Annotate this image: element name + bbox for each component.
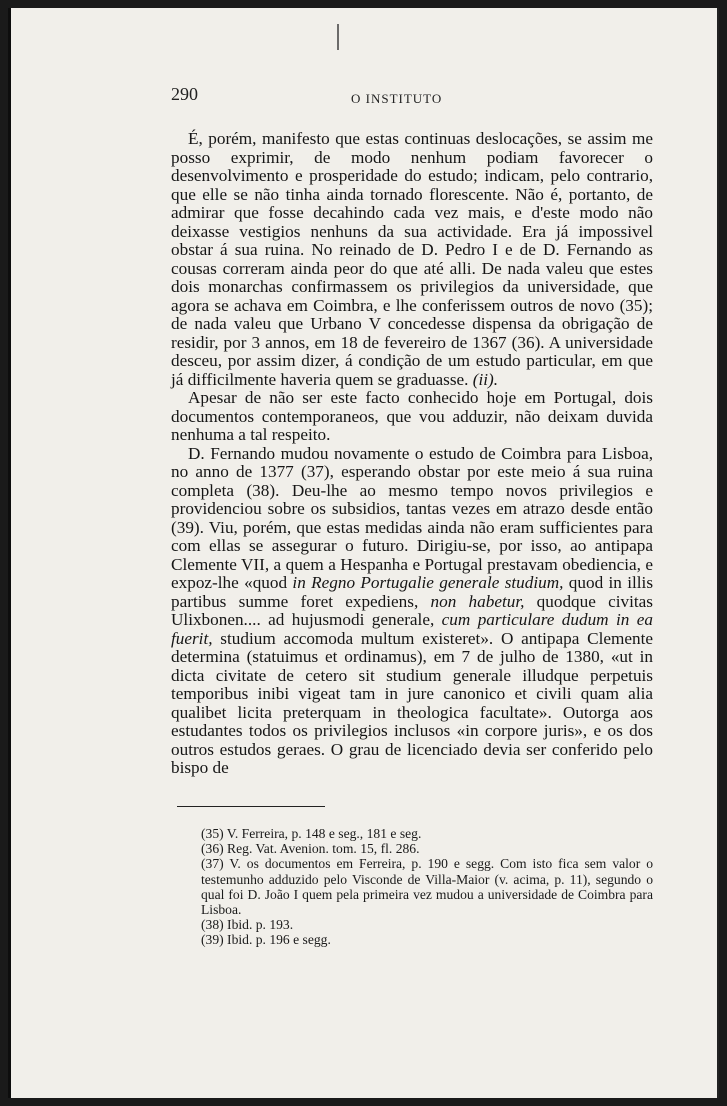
book-page (8, 8, 719, 1098)
body-text (171, 130, 653, 778)
text-run: quod in illis partibus summe foret expediens, (171, 573, 654, 611)
footnote-35: (35) V. Ferreira, p. 148 e seg., 181 e seg. (201, 826, 422, 841)
text-run: studium accomoda multum existeret». O antipapa Clemente determina (statuimus et ordinamus), em 7 de julho de 1380, «ut in dicta civitate de cetero sit studium generale illudque perpetuis temporibus inibi vigeat tam in jure canonico et civili quam alia qualibet licita preterquam in theologica facultate». Outorga aos estudantes todos os privilegios inclusos «in corpore juris», e os dos outros estudos geraes. O grau de licenciado devia ser conferido pelo bispo de (171, 628, 653, 777)
page-header (171, 84, 651, 112)
text-run: É, porém, manifesto que estas continuas deslocações, se assim me posso exprimir, de modo nenhum podiam favorecer o desenvolvimento e prosperidade do estudo; indicam, pelo contrario, que elle se não tinha ainda tornado florescente. Não é, portanto, de admirar que fosse decahindo cada vez mais, e d'este modo não deixasse vestigios nenhuns da sua actividade. Era já impossivel obstar á sua ruina. No reinado de D. Pedro I e de D. Fernando as cousas correram ainda peor do que até alli. De nada valeu que estes dois monarchas confirmassem os privilegios da universidade, que agora se achava em Coimbra, e lhe conferissem outros de novo (35); de nada valeu que Urbano V concedesse dispensa da obrigação de residir, por 3 annos, em 18 de fevereiro de 1367 (36). A universidade desceu, por assim dizer, á condição de um estudo particular, em que já difficilmente haveria quem se graduasse. (171, 129, 653, 389)
footnote-36: (36) Reg. Vat. Avenion. tom. 15, fl. 286. (201, 841, 420, 857)
paragraph (171, 130, 653, 389)
page-number: 290 (171, 84, 198, 104)
paragraph (171, 445, 653, 778)
italic-run: cum particulare dudum in ea fuerit, (171, 610, 653, 648)
footnote-38: (38) Ibid. p. 193. (201, 917, 294, 933)
footnote-37: (37) V. os documentos em Ferreira, p. 190 e segg. Com isto fica sem valor o testemunho adduzido pelo Visconde de Villa-Maior (v. acima, p. 11), segundo o qual foi D. João I quem pela primeira vez mudou a universidade de Coimbra para Lisboa. (201, 856, 653, 918)
running-title: O INSTITUTO (351, 91, 443, 106)
paragraph (171, 389, 653, 445)
italic-run: in Regno Portugalie generale studium, (292, 573, 564, 592)
footnote-39: (39) Ibid. p. 196 e segg. (201, 932, 331, 948)
footnotes (201, 826, 653, 948)
text-run: Apesar de não ser este facto conhecido hoje em Portugal, dois documentos contemporaneos, que vou adduzir, não deixam duvida nenhuma a tal respeito. (171, 388, 653, 444)
italic-run: (ii). (472, 369, 499, 389)
footnote-rule (177, 806, 325, 807)
italic-run: non habetur, (430, 591, 525, 611)
text-run: quodque civitas Ulixbonen.... ad hujusmodi generale, (171, 591, 653, 629)
scan-artifact (337, 24, 339, 50)
text-run: D. Fernando mudou novamente o estudo de Coimbra para Lisboa, no anno de 1377 (37), esperando obstar por este meio á sua ruina completa (38). Deu-lhe ao mesmo tempo novos privilegios e providenciou sobre os subsidios, tantas vezes em atrazo desde então (39). Viu, porém, que estas medidas ainda não eram sufficientes para com ellas se assegurar o futuro. Dirigiu-se, por isso, ao antipapa Clemente VII, a quem a Hespanha e Portugal prestavam obediencia, e expoz-lhe «quod (171, 443, 653, 592)
